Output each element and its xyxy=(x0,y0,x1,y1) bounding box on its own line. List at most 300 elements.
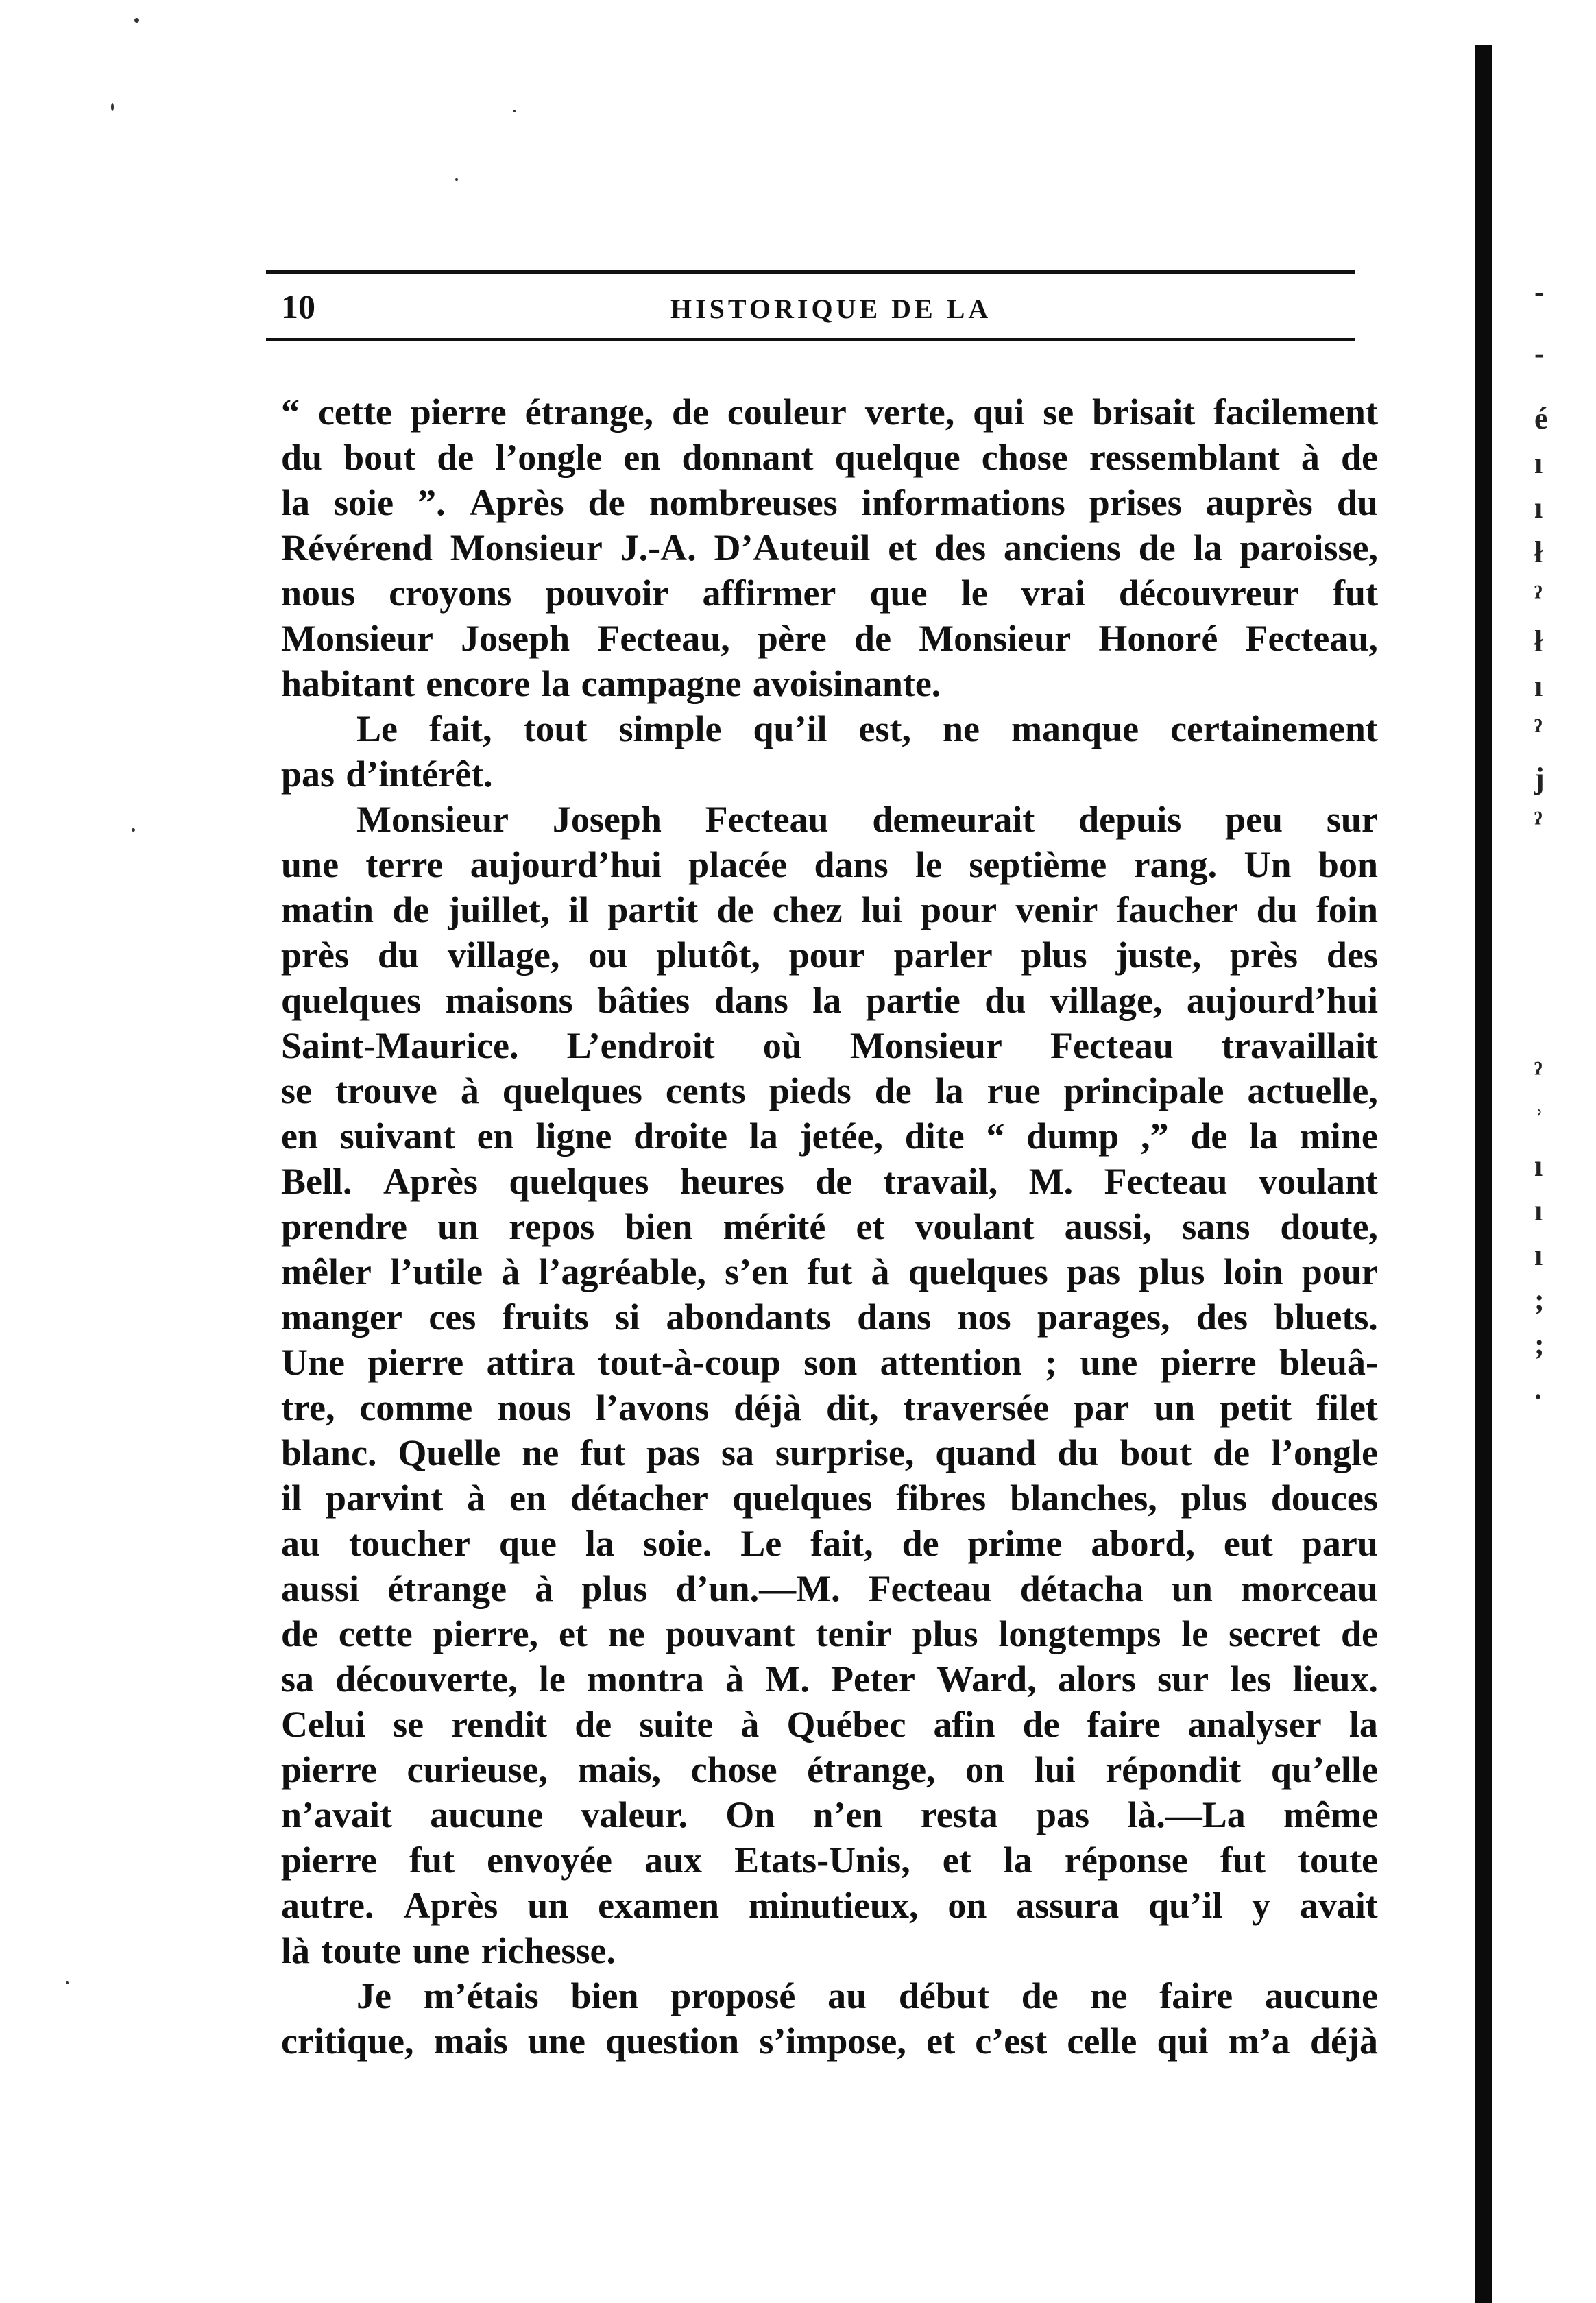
word: une xyxy=(281,844,339,885)
word: toute xyxy=(321,1930,402,1971)
word: nos xyxy=(957,1297,1011,1338)
word: réponse xyxy=(1064,1840,1188,1881)
word: rang. xyxy=(1133,844,1218,885)
word: autre. xyxy=(281,1885,374,1926)
word: repos xyxy=(509,1206,595,1247)
word: ligne xyxy=(535,1116,612,1157)
word: toucher xyxy=(348,1523,470,1564)
word: détacher xyxy=(570,1478,709,1519)
word: fut xyxy=(1220,1840,1266,1881)
header-bottom-rule xyxy=(266,338,1355,341)
text-line xyxy=(281,480,1378,525)
word: droite xyxy=(633,1116,728,1157)
word: un xyxy=(1154,1387,1196,1428)
word: Monsieur xyxy=(849,1025,1002,1066)
bleed-mark: ; xyxy=(1534,1283,1545,1316)
word: parages, xyxy=(1037,1297,1170,1338)
word: travail, xyxy=(883,1161,998,1202)
bleed-mark: ˀ xyxy=(1534,714,1543,747)
word: bon xyxy=(1318,844,1378,885)
word: anciens xyxy=(1003,527,1121,568)
word: mêler xyxy=(281,1251,372,1292)
word: voulant xyxy=(1258,1161,1378,1202)
word: pas xyxy=(1067,1251,1121,1292)
scan-margin-bar xyxy=(1475,45,1492,2303)
word: critique, xyxy=(281,2021,414,2062)
text-line xyxy=(281,2018,1378,2064)
word: un xyxy=(527,1885,569,1926)
word: informations xyxy=(861,482,1065,523)
word: matin xyxy=(281,889,374,930)
word: sa xyxy=(721,1432,754,1473)
body-text xyxy=(281,389,1378,2064)
bleed-mark: ı xyxy=(1534,1194,1543,1227)
word: Je xyxy=(356,1975,391,2016)
word: envoyée xyxy=(487,1840,612,1881)
word: petit xyxy=(1220,1387,1292,1428)
word: chose xyxy=(981,437,1068,478)
word: il xyxy=(568,889,590,930)
word: pierre xyxy=(281,1749,377,1790)
bleed-through-marks xyxy=(1534,274,1575,1508)
word: à xyxy=(501,1251,520,1292)
word: dans xyxy=(714,980,788,1021)
word: qu’il xyxy=(753,708,827,749)
word: principale xyxy=(1063,1070,1224,1111)
word: au xyxy=(827,1975,867,2016)
text-line xyxy=(281,1249,1378,1294)
text-line xyxy=(281,1521,1378,1566)
word: Le xyxy=(740,1523,782,1564)
word: m’étais xyxy=(423,1975,539,2016)
word: lui xyxy=(860,889,902,930)
text-line xyxy=(281,1611,1378,1656)
word: ces xyxy=(428,1297,476,1338)
word: rendit xyxy=(451,1704,548,1745)
word: l’utile xyxy=(390,1251,483,1292)
word: plutôt, xyxy=(656,935,760,976)
word: ne xyxy=(943,708,980,749)
word: partie xyxy=(865,980,960,1021)
word: à xyxy=(460,1070,479,1111)
word: de xyxy=(1340,437,1378,478)
word: bâties xyxy=(597,980,690,1021)
text-line xyxy=(281,887,1378,932)
word: tenir xyxy=(815,1613,892,1654)
word: bout xyxy=(1120,1432,1192,1473)
word: avait xyxy=(1299,1885,1378,1926)
word: de xyxy=(281,1613,318,1654)
word: en xyxy=(281,1116,318,1157)
word: plus xyxy=(581,1568,648,1609)
word: du xyxy=(984,980,1026,1021)
word: le xyxy=(960,572,988,614)
word: Monsieur xyxy=(450,527,603,568)
word: Fecteau, xyxy=(597,618,730,659)
word: quelques xyxy=(509,1161,649,1202)
word: montra xyxy=(587,1659,704,1700)
word: père xyxy=(757,618,827,659)
bleed-mark: j xyxy=(1534,762,1545,795)
word: couleur xyxy=(727,391,847,433)
word: affirmer xyxy=(702,572,836,614)
word: détacha xyxy=(1019,1568,1144,1609)
word: bout xyxy=(343,437,416,478)
word: et xyxy=(888,527,917,568)
header-top-rule xyxy=(266,270,1355,274)
text-line xyxy=(281,978,1378,1023)
word: du xyxy=(281,437,323,478)
word: de xyxy=(1213,1432,1250,1473)
word: Joseph xyxy=(552,799,662,840)
word: l’ongle xyxy=(495,437,603,478)
word: filet xyxy=(1316,1387,1378,1428)
word: analyser xyxy=(1187,1704,1322,1745)
word: brisait xyxy=(1092,391,1196,433)
word: qui xyxy=(973,391,1025,433)
word: mérité xyxy=(723,1206,826,1247)
word: loin xyxy=(1223,1251,1283,1292)
word: à xyxy=(725,1659,745,1700)
word: dite xyxy=(904,1116,965,1157)
word: rue xyxy=(987,1070,1041,1111)
text-line xyxy=(281,797,1378,842)
word: étrange xyxy=(387,1568,507,1609)
word: vrai xyxy=(1021,572,1085,614)
word: la xyxy=(749,1116,778,1157)
word: morceau xyxy=(1240,1568,1378,1609)
text-line xyxy=(281,1747,1378,1792)
word: fibres xyxy=(896,1478,987,1519)
word: toute xyxy=(1297,1840,1378,1881)
text-line xyxy=(281,1068,1378,1113)
word: quand xyxy=(935,1432,1037,1473)
word: J.-A. xyxy=(620,527,697,568)
text-line xyxy=(281,525,1378,570)
word: ,” xyxy=(1141,1116,1169,1157)
word: ne xyxy=(522,1432,559,1473)
word: répondit xyxy=(1105,1749,1242,1790)
word: on xyxy=(965,1749,1005,1790)
word: surprise, xyxy=(775,1432,915,1473)
word: Monsieur xyxy=(356,799,509,840)
scan-speck xyxy=(66,1981,69,1984)
scan-speck xyxy=(132,828,135,832)
bleed-mark: ı xyxy=(1534,491,1543,524)
word: question xyxy=(605,2021,740,2062)
word: la xyxy=(281,482,311,523)
word: n’en xyxy=(812,1794,883,1835)
word: mine xyxy=(1299,1116,1378,1157)
word: fait, xyxy=(810,1523,873,1564)
word: de xyxy=(1340,1613,1378,1654)
word: travaillait xyxy=(1222,1025,1378,1066)
word: foin xyxy=(1316,889,1378,930)
word: village, xyxy=(447,935,560,976)
bleed-mark: ł xyxy=(1534,535,1543,569)
text-line xyxy=(281,389,1378,435)
word: abord, xyxy=(1091,1523,1195,1564)
word: se xyxy=(1043,391,1074,433)
word: faire xyxy=(1087,1704,1161,1745)
word: à xyxy=(1301,437,1320,478)
word: ; xyxy=(1044,1342,1057,1383)
word: étrange, xyxy=(807,1749,936,1790)
word: Fecteau xyxy=(868,1568,992,1609)
text-line xyxy=(281,1159,1378,1204)
word: ressemblant xyxy=(1089,437,1280,478)
scan-speck xyxy=(134,18,139,23)
word: une xyxy=(1080,1342,1138,1383)
word: pierre, xyxy=(433,1613,539,1654)
word: son xyxy=(803,1342,858,1383)
word: en xyxy=(623,437,661,478)
word: Québec xyxy=(786,1704,906,1745)
word: pas xyxy=(281,753,335,795)
word: examen xyxy=(598,1885,720,1926)
word: s’impose, xyxy=(759,2021,906,2062)
word: suivant xyxy=(339,1116,455,1157)
word: si xyxy=(615,1297,640,1338)
word: fait, xyxy=(429,708,492,749)
word: juste, xyxy=(1115,935,1202,976)
text-line xyxy=(281,1023,1378,1068)
word: où xyxy=(762,1025,802,1066)
word: aujourd’hui xyxy=(470,844,662,885)
word: depuis xyxy=(1078,799,1182,840)
word: n’avait xyxy=(281,1794,392,1835)
text-line xyxy=(281,1294,1378,1340)
word: et xyxy=(926,2021,956,2062)
word: mais xyxy=(433,2021,508,2062)
word: qu’il xyxy=(1148,1885,1223,1926)
text-line xyxy=(281,1656,1378,1702)
word: afin xyxy=(933,1704,995,1745)
text-line xyxy=(281,1340,1378,1385)
word: Bell. xyxy=(281,1161,352,1202)
word: déjà xyxy=(1309,2021,1378,2062)
word: il xyxy=(281,1478,302,1519)
word: y xyxy=(1252,1885,1271,1926)
word: quelques xyxy=(281,980,422,1021)
word: Peter xyxy=(831,1659,915,1700)
word: secret xyxy=(1229,1613,1321,1654)
word: des xyxy=(1196,1297,1248,1338)
word: la xyxy=(1349,1704,1378,1745)
word: assura xyxy=(1016,1885,1120,1926)
bleed-mark: ı xyxy=(1534,669,1543,703)
word: dump xyxy=(1026,1116,1120,1157)
word: alors xyxy=(1057,1659,1136,1700)
word: la xyxy=(1003,1840,1032,1881)
word: Une xyxy=(281,1342,345,1383)
bleed-mark: ı xyxy=(1534,446,1543,480)
bleed-mark: ; xyxy=(1534,1327,1545,1361)
word: d’intérêt. xyxy=(346,753,493,795)
word: pouvoir xyxy=(545,572,669,614)
word: la xyxy=(934,1070,964,1111)
word: richesse. xyxy=(481,1930,616,1971)
word: encore xyxy=(426,663,531,704)
word: aux xyxy=(644,1840,703,1881)
text-line xyxy=(281,1837,1378,1883)
word: une xyxy=(412,1930,470,1971)
word: du xyxy=(1336,482,1378,523)
word: aucune xyxy=(1264,1975,1378,2016)
word: resta xyxy=(920,1794,998,1835)
text-line xyxy=(281,570,1378,616)
running-head-title: HISTORIQUE DE LA xyxy=(670,293,992,324)
bleed-mark: ˀ xyxy=(1534,1057,1543,1090)
word: tout-à-coup xyxy=(597,1342,781,1383)
word: aussi, xyxy=(1064,1206,1152,1247)
word: village, xyxy=(1050,980,1163,1021)
word: dit, xyxy=(826,1387,879,1428)
word: que xyxy=(869,572,928,614)
word: quelques xyxy=(908,1251,1048,1292)
word: Ward, xyxy=(936,1659,1037,1700)
word: se xyxy=(393,1704,424,1745)
word: de xyxy=(1022,1704,1060,1745)
word: D’Auteuil xyxy=(714,527,871,568)
word: facilement xyxy=(1213,391,1378,433)
word: aujourd’hui xyxy=(1186,980,1378,1021)
word: demeurait xyxy=(872,799,1035,840)
word: pierre xyxy=(281,1840,377,1881)
word: plus xyxy=(1021,935,1087,976)
word: de xyxy=(1138,527,1176,568)
word: déjà xyxy=(734,1387,802,1428)
word: c’est xyxy=(975,2021,1048,2062)
word: un xyxy=(437,1206,479,1247)
word: cette xyxy=(338,1613,413,1654)
word: verte, xyxy=(864,391,955,433)
word: de xyxy=(874,1070,912,1111)
word: de xyxy=(815,1161,853,1202)
bleed-mark: - xyxy=(1534,337,1545,370)
scan-speck xyxy=(455,178,458,181)
page-number: 10 xyxy=(281,287,315,326)
word: soie. xyxy=(642,1523,712,1564)
word: certainement xyxy=(1170,708,1378,749)
word: des xyxy=(1326,935,1378,976)
word: nous xyxy=(497,1387,572,1428)
word: des xyxy=(934,527,987,568)
word: se xyxy=(281,1070,312,1111)
word: près xyxy=(1230,935,1298,976)
word: m’a xyxy=(1228,2021,1290,2062)
word: Révérend xyxy=(281,527,433,568)
word: de xyxy=(671,391,709,433)
word: valeur. xyxy=(581,1794,688,1835)
text-line xyxy=(281,1113,1378,1159)
word: fut xyxy=(807,1251,853,1292)
word: ”. xyxy=(418,482,446,523)
word: aucune xyxy=(430,1794,544,1835)
word: traversée xyxy=(903,1387,1050,1428)
word: Joseph xyxy=(461,618,570,659)
word: pierre xyxy=(410,391,507,433)
word: la xyxy=(812,980,842,1021)
word: venir xyxy=(1015,889,1098,930)
word: trouve xyxy=(335,1070,437,1111)
word: Après xyxy=(469,482,564,523)
word: quelques xyxy=(502,1070,642,1111)
word: soie xyxy=(334,482,394,523)
word: septième xyxy=(969,844,1107,885)
text-line xyxy=(281,1475,1378,1521)
word: Celui xyxy=(281,1704,366,1745)
bleed-mark: ʾ xyxy=(1534,1105,1545,1138)
word: douces xyxy=(1270,1478,1378,1519)
word: découvreur xyxy=(1118,572,1299,614)
text-line xyxy=(281,1204,1378,1249)
word: parvint xyxy=(326,1478,444,1519)
word: actuelle, xyxy=(1247,1070,1378,1111)
word: auprès xyxy=(1205,482,1313,523)
word: tre, xyxy=(281,1387,335,1428)
word: cents xyxy=(665,1070,746,1111)
bleed-mark: ˀ xyxy=(1534,806,1543,840)
scan-speck xyxy=(513,110,516,112)
word: un xyxy=(1171,1568,1213,1609)
word: pas xyxy=(1036,1794,1090,1835)
word: Après xyxy=(403,1885,498,1926)
word: nous xyxy=(281,572,356,614)
word: pas xyxy=(646,1432,701,1473)
text-line xyxy=(281,1385,1378,1430)
word: parler xyxy=(893,935,993,976)
text-line xyxy=(281,661,1378,706)
word: de xyxy=(575,1704,612,1745)
word: sans xyxy=(1182,1206,1250,1247)
word: une xyxy=(527,2021,585,2062)
word: longtemps xyxy=(998,1613,1161,1654)
text-line xyxy=(281,751,1378,797)
word: L’endroit xyxy=(566,1025,715,1066)
word: bluets. xyxy=(1274,1297,1378,1338)
text-line xyxy=(281,1702,1378,1747)
word: Fecteau xyxy=(705,799,829,840)
word: placée xyxy=(688,844,788,885)
word: à xyxy=(535,1568,554,1609)
word: “ xyxy=(986,1116,1005,1157)
word: abondants xyxy=(666,1297,831,1338)
word: de xyxy=(716,889,754,930)
word: donnant xyxy=(681,437,814,478)
word: sur xyxy=(1326,799,1378,840)
word: du xyxy=(1057,1432,1099,1473)
word: la xyxy=(1249,1116,1279,1157)
word: à xyxy=(467,1478,486,1519)
word: découverte, xyxy=(335,1659,518,1700)
word: attention xyxy=(880,1342,1022,1383)
word: du xyxy=(1256,889,1298,930)
word: au xyxy=(281,1523,321,1564)
word: pour xyxy=(1301,1251,1378,1292)
word: qui xyxy=(1157,2021,1209,2062)
word: pierre xyxy=(1160,1342,1257,1383)
text-line xyxy=(281,1973,1378,2018)
word: ne xyxy=(1090,1975,1128,2016)
word: de xyxy=(1021,1975,1059,2016)
word: Fecteau xyxy=(1050,1025,1174,1066)
word: et xyxy=(942,1840,971,1881)
word: étrange, xyxy=(524,391,654,433)
word: Après xyxy=(383,1161,478,1202)
word: de xyxy=(1190,1116,1228,1157)
word: bleuâ- xyxy=(1279,1342,1378,1383)
